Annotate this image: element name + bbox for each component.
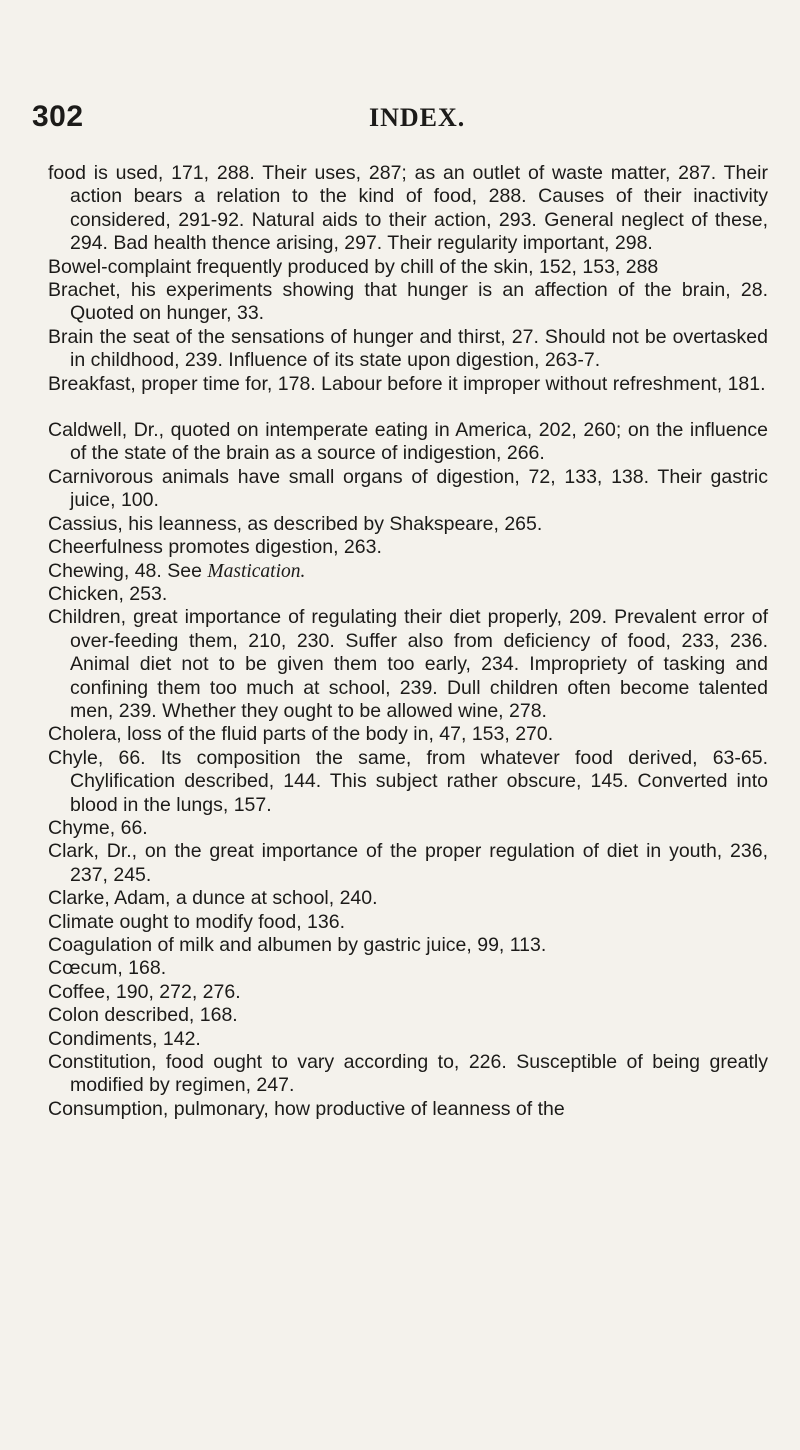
index-entry-breakfast: Breakfast, proper time for, 178. Labour before it improper without refreshment, 181. xyxy=(48,372,766,395)
index-entry-consumption: Consumption, pulmonary, how productive of leanness of the xyxy=(48,1097,565,1120)
index-entry-carnivorous: Carnivorous animals have small organs of digestion, 72, 133, 138. Their gastric juice, 100. xyxy=(48,465,768,512)
page-number: 302 xyxy=(32,100,84,133)
page-header xyxy=(32,100,772,140)
index-entry-coecum: Cœcum, 168. xyxy=(48,957,167,980)
index-entry-cholera: Cholera, loss of the fluid parts of the body in, 47, 153, 270. xyxy=(48,723,554,746)
index-entry-clark: Clark, Dr., on the great importance of the proper regulation of diet in youth, 236, 237, 245. xyxy=(48,840,768,886)
index-entry-climate: Climate ought to modify food, 136. xyxy=(48,910,346,933)
see-reference-link: Mastication. xyxy=(207,560,306,582)
index-entry-bowel-complaint: Bowel-complaint frequently produced by chill of the skin, 152, 153, 288 xyxy=(48,255,659,278)
running-head: INDEX. xyxy=(369,103,466,132)
index-entry-cheerfulness: Cheerfulness promotes digestion, 263. xyxy=(48,536,382,559)
index-entries xyxy=(48,162,768,1121)
index-entry-coagulation: Coagulation of milk and albumen by gastric juice, 99, 113. xyxy=(48,934,547,956)
index-entry-chyle: Chyle, 66. Its composition the same, from whatever food derived, 63-65. Chylification described, 144. This subject rather obscure, 145. Converted into blood in the lungs, 157. xyxy=(48,746,768,816)
index-entry-constitution: Constitution, food ought to vary according to, 226. Susceptible of being greatly modified by regimen, 247. xyxy=(48,1051,768,1097)
index-entry-caldwell: Caldwell, Dr., quoted on intemperate eating in America, 202, 260; on the influence of the state of the brain as a source of indigestion, 266. xyxy=(48,419,768,465)
chewing-text: Chewing, 48. See xyxy=(48,559,208,582)
index-entry-cassius: Cassius, his leanness, as described by Shakspeare, 265. xyxy=(48,512,543,535)
index-entry-coffee: Coffee, 190, 272, 276. xyxy=(48,980,241,1003)
index-entry-brachet: Brachet, his experiments showing that hunger is an affection of the brain, 28. Quoted on hunger, 33. xyxy=(48,279,768,325)
index-entry-condiments: Condiments, 142. xyxy=(48,1027,201,1050)
index-entry-food-continued: food is used, 171, 288. Their uses, 287; as an outlet of waste matter, 287. Their action bears a relation to the kind of food, 288. Causes of their inactivity considered, 291-92. Natural aids to their action, 293. General neglect of these, 294. Bad health thence arising, 297. Their regularity important, 298. xyxy=(48,162,768,255)
index-entry-chyme: Chyme, 66. xyxy=(48,816,148,839)
index-entry-chewing xyxy=(48,560,768,583)
index-entry-chicken: Chicken, 253. xyxy=(48,582,168,605)
index-entry-brain: Brain the seat of the sensations of hunger and thirst, 27. Should not be overtasked in childhood, 239. Influence of its state upon digestion, 263-7. xyxy=(48,325,768,372)
index-entry-colon: Colon described, 168. xyxy=(48,1004,238,1027)
index-entry-children: Children, great importance of regulating their diet properly, 209. Prevalent error of over-feeding them, 210, 230. Suffer also from deficiency of food, 233, 236. Animal diet not to be given them too early, 234. Impropriety of tasking and confining them too much at school, 239. Dull children often become talented men, 239. Whether they ought to be allowed wine, 278. xyxy=(48,606,768,722)
index-entry-clarke: Clarke, Adam, a dunce at school, 240. xyxy=(48,887,378,910)
